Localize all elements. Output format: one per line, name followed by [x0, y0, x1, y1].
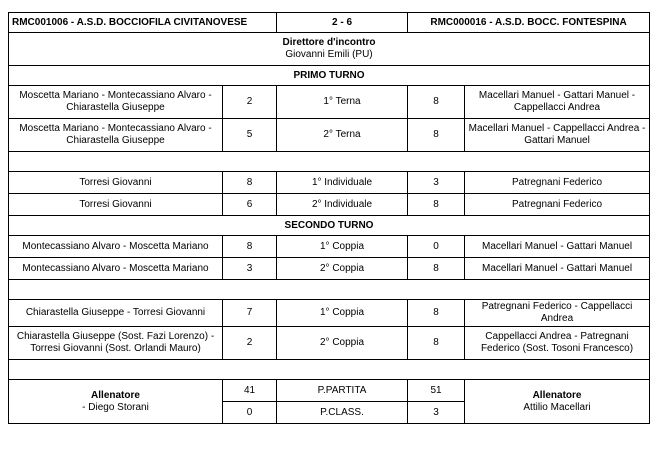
home-partita-points: 41 — [223, 380, 277, 402]
game-type: 2° Individuale — [277, 194, 408, 216]
match-row — [9, 172, 650, 194]
home-players: Torresi Giovanni — [9, 194, 223, 216]
game-type: 2° Coppia — [277, 258, 408, 280]
away-players: Patregnani Federico — [465, 194, 650, 216]
away-score: 8 — [408, 119, 465, 152]
match-row — [9, 300, 650, 327]
home-players: Moscetta Mariano - Montecassiano Alvaro - Chiarastella Giuseppe — [9, 119, 223, 152]
away-score: 8 — [408, 258, 465, 280]
match-row — [9, 327, 650, 360]
section-row — [9, 216, 650, 236]
match-score: 2 - 6 — [277, 13, 408, 33]
home-coach-cell — [9, 380, 223, 424]
game-type: 2° Terna — [277, 119, 408, 152]
game-type: 1° Individuale — [277, 172, 408, 194]
home-score: 7 — [223, 300, 277, 327]
away-score: 8 — [408, 300, 465, 327]
away-players: Macellari Manuel - Gattari Manuel — [465, 236, 650, 258]
home-score: 5 — [223, 119, 277, 152]
home-players: Moscetta Mariano - Montecassiano Alvaro - Chiarastella Giuseppe — [9, 86, 223, 119]
home-score: 8 — [223, 236, 277, 258]
match-report-table — [8, 12, 650, 424]
home-players: Montecassiano Alvaro - Moscetta Mariano — [9, 258, 223, 280]
away-coach-cell — [465, 380, 650, 424]
home-score: 3 — [223, 258, 277, 280]
home-players: Montecassiano Alvaro - Moscetta Mariano — [9, 236, 223, 258]
director-cell — [9, 33, 650, 66]
away-partita-points: 51 — [408, 380, 465, 402]
spacer-row — [9, 280, 650, 300]
spacer-row — [9, 152, 650, 172]
spacer-cell — [9, 152, 650, 172]
class-label: P.CLASS. — [277, 402, 408, 424]
game-type: 1° Coppia — [277, 236, 408, 258]
spacer-row — [9, 360, 650, 380]
away-players: Patregnani Federico - Cappellacci Andrea — [465, 300, 650, 327]
totals-row — [9, 380, 650, 402]
away-players: Macellari Manuel - Cappellacci Andrea - Gattari Manuel — [465, 119, 650, 152]
game-type: 1° Terna — [277, 86, 408, 119]
home-team: RMC001006 - A.S.D. BOCCIOFILA CIVITANOVESE — [9, 13, 277, 33]
director-name: Giovanni Emili (PU) — [285, 49, 373, 60]
home-score: 2 — [223, 327, 277, 360]
spacer-cell — [9, 280, 650, 300]
section-row — [9, 66, 650, 86]
away-score: 8 — [408, 327, 465, 360]
away-coach-name: Attilio Macellari — [523, 401, 591, 413]
home-coach-label: Allenatore — [91, 389, 140, 401]
home-players: Chiarastella Giuseppe (Sost. Fazi Lorenzo) - Torresi Giovanni (Sost. Orlandi Mauro) — [9, 327, 223, 360]
spacer-cell — [9, 360, 650, 380]
away-class-points: 3 — [408, 402, 465, 424]
home-coach-name: - Diego Storani — [82, 401, 149, 413]
away-players: Cappellacci Andrea - Patregnani Federico (Sost. Tosoni Francesco) — [465, 327, 650, 360]
home-score: 8 — [223, 172, 277, 194]
away-score: 0 — [408, 236, 465, 258]
home-score: 2 — [223, 86, 277, 119]
away-players: Macellari Manuel - Gattari Manuel — [465, 258, 650, 280]
away-score: 3 — [408, 172, 465, 194]
match-row — [9, 258, 650, 280]
away-players: Macellari Manuel - Gattari Manuel - Cappellacci Andrea — [465, 86, 650, 119]
away-coach-label: Allenatore — [532, 389, 582, 401]
away-team: RMC000016 - A.S.D. BOCC. FONTESPINA — [408, 13, 650, 33]
home-score: 6 — [223, 194, 277, 216]
away-score: 8 — [408, 86, 465, 119]
away-score: 8 — [408, 194, 465, 216]
match-row — [9, 236, 650, 258]
partita-label: P.PARTITA — [277, 380, 408, 402]
match-row — [9, 86, 650, 119]
game-type: 1° Coppia — [277, 300, 408, 327]
section-first-turn: PRIMO TURNO — [9, 66, 650, 86]
home-class-points: 0 — [223, 402, 277, 424]
director-label: Direttore d'incontro — [282, 37, 376, 48]
home-players: Chiarastella Giuseppe - Torresi Giovanni — [9, 300, 223, 327]
away-players: Patregnani Federico — [465, 172, 650, 194]
director-row — [9, 33, 650, 66]
section-second-turn: SECONDO TURNO — [9, 216, 650, 236]
match-row — [9, 119, 650, 152]
game-type: 2° Coppia — [277, 327, 408, 360]
match-row — [9, 194, 650, 216]
header-row — [9, 13, 650, 33]
home-players: Torresi Giovanni — [9, 172, 223, 194]
